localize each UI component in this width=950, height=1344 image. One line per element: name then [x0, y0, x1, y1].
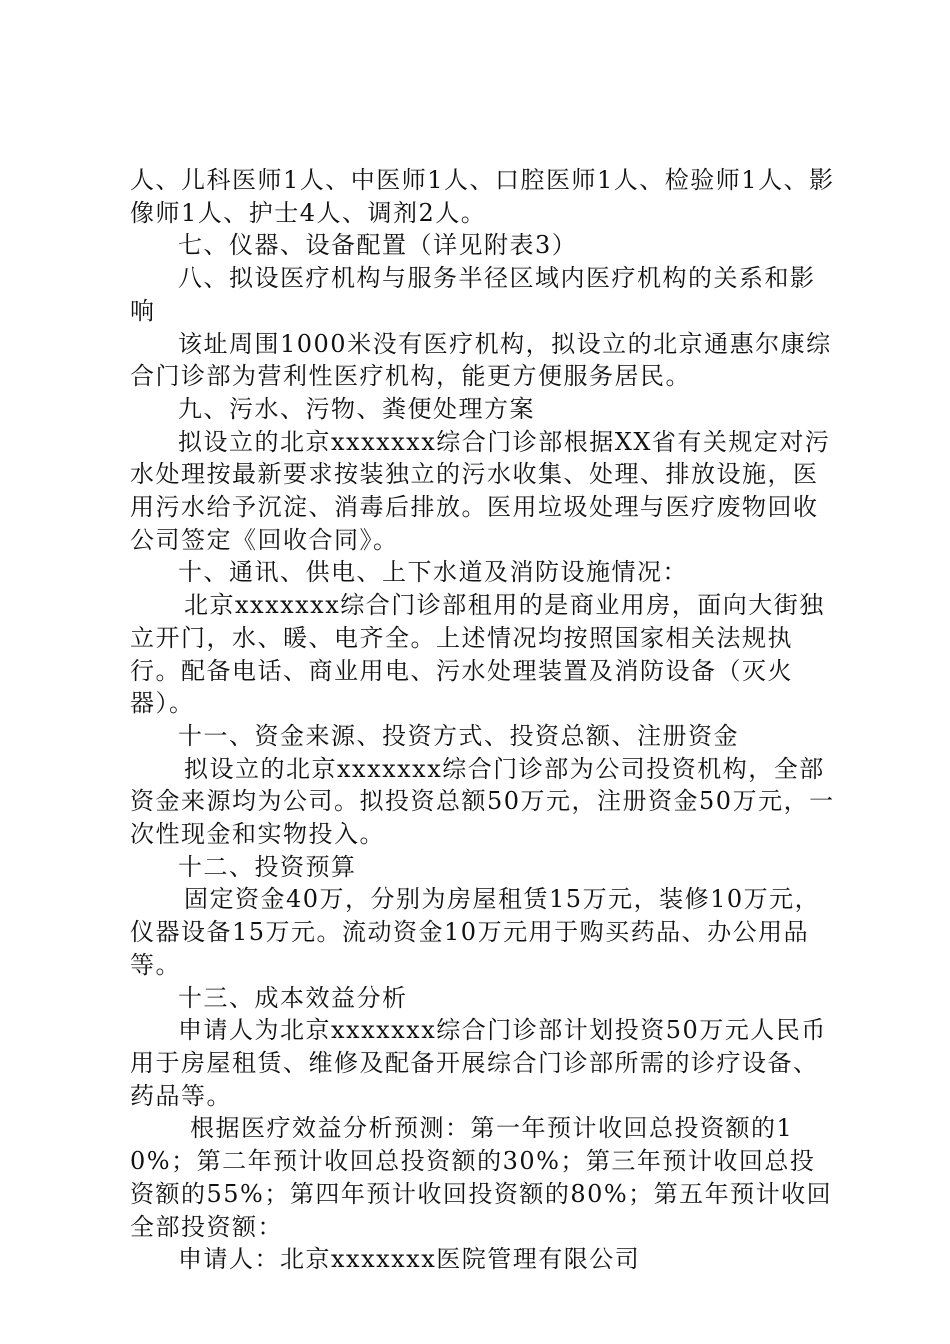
paragraph-nearby-facilities: 该址周围1000米没有医疗机构，拟设立的北京通惠尔康综合门诊部为营利性医疗机构，能更方便服务居民。 [130, 329, 832, 391]
section-heading-10: 十、通讯、供电、上下水道及消防设施情况： [178, 558, 688, 587]
section-heading-9: 九、污水、污物、粪便处理方案 [178, 394, 535, 423]
paragraph-investment-plan: 申请人为北京xxxxxxx综合门诊部计划投资50万元人民币用于房屋租赁、维修及配备开展综合门诊部所需的诊疗设备、药品等。 [130, 1016, 827, 1110]
document-body [130, 164, 840, 1276]
section-heading-12: 十二、投资预算 [178, 852, 357, 881]
section-heading-8: 八、拟设医疗机构与服务半径区域内医疗机构的关系和影响 [130, 264, 816, 325]
section-heading-7: 七、仪器、设备配置（详见附表3） [178, 231, 578, 260]
paragraph-utilities: 北京xxxxxxx综合门诊部租用的是商业用房，面向大街独立开门，水、暖、电齐全。上述情况均按照国家相关法规执行。配备电话、商业用电、污水处理装置及消防设备（灭火器）。 [130, 591, 825, 718]
section-heading-13: 十三、成本效益分析 [178, 983, 408, 1012]
paragraph-budget: 固定资金40万，分别为房屋租赁15万元，装修10万元，仪器设备15万元。流动资金10万元用于购买药品、办公用品等。 [130, 885, 821, 979]
section-heading-11: 十一、资金来源、投资方式、投资总额、注册资金 [178, 721, 739, 750]
paragraph-staff-list: 人、儿科医师1人、中医师1人、口腔医师1人、检验师1人、影像师1人、护士4人、调剂2人。 [130, 166, 835, 227]
paragraph-waste-treatment: 拟设立的北京xxxxxxx综合门诊部根据XX省有关规定对污水处理按最新要求按装独立的污水收集、处理、排放设施，医用污水给予沉淀、消毒后排放。医用垃圾处理与医疗废物回收公司签定《回收合同》。 [130, 427, 831, 554]
paragraph-benefit-forecast: 根据医疗效益分析预测：第一年预计收回总投资额的10%；第二年预计收回总投资额的30%；第三年预计收回总投资额的55%；第四年预计收回投资额的80%；第五年预计收回全部投资额： [130, 1114, 833, 1241]
applicant-line: 申请人：北京xxxxxxx医院管理有限公司 [178, 1245, 641, 1274]
paragraph-funding: 拟设立的北京xxxxxxx综合门诊部为公司投资机构，全部资金来源均为公司。拟投资总额50万元，注册资金50万元，一次性现金和实物投入。 [130, 754, 835, 849]
